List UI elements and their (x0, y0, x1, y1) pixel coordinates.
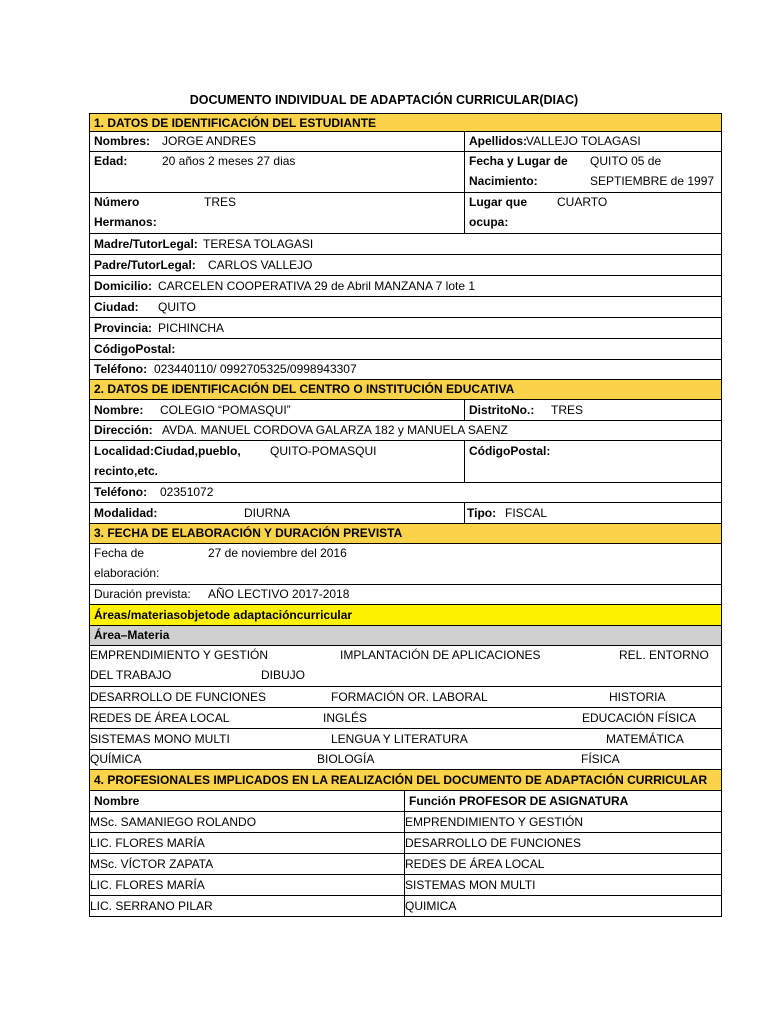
row-duracion: Duración prevista: AÑO LECTIVO 2017-2018 (89, 585, 722, 605)
section4-heading: 4. PROFESIONALES IMPLICADOS EN LA REALIZACIÓN DEL DOCUMENTO DE ADAPTACIÓN CURRICULAR (89, 770, 722, 791)
row-codigo-postal: CódigoPostal: (89, 339, 722, 360)
section4-column-headers: Nombre Función PROFESOR DE ASIGNATURA (89, 791, 722, 812)
row-modalidad: Modalidad: DIURNA Tipo: FISCAL (89, 503, 722, 524)
row-direccion: Dirección: AVDA. MANUEL CORDOVA GALARZA 182 y MANUELA SAENZ (89, 421, 722, 441)
area-row: QUÍMICA BIOLOGÍA FÍSICA (89, 750, 722, 770)
document-title: DOCUMENTO INDIVIDUAL DE ADAPTACIÓN CURRICULAR(DIAC) (189, 93, 579, 107)
professional-row: LIC. FLORES MARÍA DESARROLLO DE FUNCIONES (89, 833, 722, 854)
row-madre: Madre/TutorLegal: TERESA TOLAGASI (89, 234, 722, 255)
row-telefono: Teléfono: 023440110/ 0992705325/0998943307 (89, 360, 722, 380)
areas-subheading: Área–Materia (89, 626, 722, 646)
row-hermanos: Número Hermanos: TRES Lugar que ocupa: CUARTO (89, 193, 722, 234)
professional-row: LIC. FLORES MARÍA SISTEMAS MON MULTI (89, 875, 722, 896)
row-localidad: Localidad:Ciudad,pueblo, recinto,etc. QUITO-POMASQUI CódigoPostal: (89, 441, 722, 483)
row-inst-telefono: Teléfono: 02351072 (89, 483, 722, 503)
row-ciudad: Ciudad: QUITO (89, 297, 722, 318)
diac-table (89, 113, 722, 917)
section2-heading: 2. DATOS DE IDENTIFICACIÓN DEL CENTRO O INSTITUCIÓN EDUCATIVA (89, 380, 722, 400)
professional-row: LIC. SERRANO PILAR QUIMICA (89, 896, 722, 917)
row-padre: Padre/TutorLegal: CARLOS VALLEJO (89, 255, 722, 276)
row-provincia: Provincia: PICHINCHA (89, 318, 722, 339)
professional-row: MSc. SAMANIEGO ROLANDO EMPRENDIMIENTO Y GESTIÓN (89, 812, 722, 833)
row-nombres: Nombres: JORGE ANDRES Apellidos: VALLEJO TOLAGASI (89, 132, 722, 152)
area-row: REDES DE ÁREA LOCAL INGLÉS EDUCACIÓN FÍSICA (89, 708, 722, 729)
row-domicilio: Domicilio: CARCELEN COOPERATIVA 29 de Abril MANZANA 7 lote 1 (89, 276, 722, 297)
area-row: EMPRENDIMIENTO Y GESTIÓN IMPLANTACIÓN DE APLICACIONES REL. ENTORNO DEL TRABAJO DIBUJO (89, 646, 722, 687)
areas-heading: Áreas/materiasobjetode adaptacióncurricular (89, 605, 722, 626)
row-fecha-elaboracion: Fecha de elaboración: 27 de noviembre del 2016 (89, 544, 722, 585)
row-inst-nombre: Nombre: COLEGIO “POMASQUI” DistritoNo.: TRES (89, 400, 722, 421)
professional-row: MSc. VÍCTOR ZAPATA REDES DE ÁREA LOCAL (89, 854, 722, 875)
row-edad: Edad: 20 años 2 meses 27 dias Fecha y Lugar de Nacimiento: QUITO 05 de SEPTIEMBRE de 1997 (89, 152, 722, 193)
area-row: SISTEMAS MONO MULTI LENGUA Y LITERATURA MATEMÁTICA (89, 729, 722, 750)
section1-heading: 1. DATOS DE IDENTIFICACIÓN DEL ESTUDIANTE (89, 113, 722, 132)
area-row: DESARROLLO DE FUNCIONES FORMACIÓN OR. LABORAL HISTORIA (89, 687, 722, 708)
section3-heading: 3. FECHA DE ELABORACIÓN Y DURACIÓN PREVISTA (89, 524, 722, 544)
